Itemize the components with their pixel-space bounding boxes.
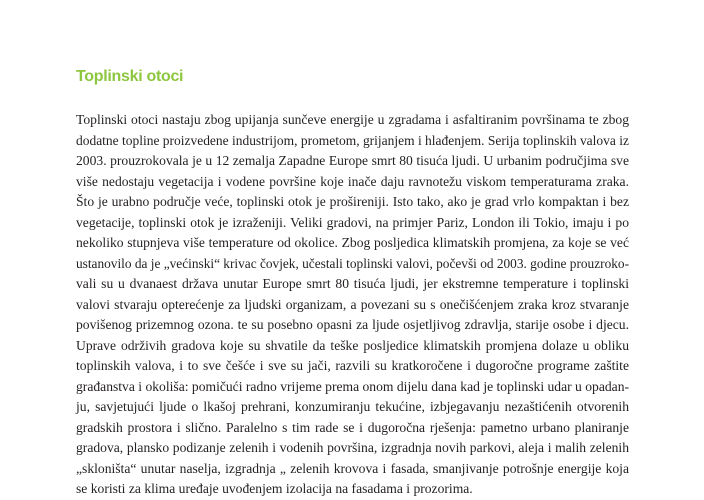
body-paragraph: [76, 110, 629, 500]
text-line: „skloništa“ unutar naselja, izgradnja „ zelenih krovova i fasada, smanjivanje potrošnje energije koja: [76, 460, 629, 476]
text-line: ustanovilo da je „većinski“ krivac čovjek, učestali toplinski valovi, počevši od 2003. godine prouzroko-: [76, 255, 630, 271]
text-line: Upravе održivih gradova koje su shvatile da teške posljedice klimatskih promjena dolaze u obliku: [76, 337, 629, 353]
text-line: dodatne topline proizvedene industrijom, prometom, grijanjem i hlađenjem. Serija toplinskih valova iz: [76, 132, 629, 148]
text-line: 2003. prouzrokovala je u 12 zemalja Zapadne Europe smrt 80 tisuća ljudi. U urbanim područjima sve: [76, 153, 629, 168]
text-line: građanstva i okoliša: pomičući radno vrijeme prema onom dijelu dana kad je toplinski udar u opadan-: [76, 378, 630, 394]
text-line: nekoliko stupnjeva više temperature od okolice. Zbog posljedica klimatskih promjena, za koje se već: [76, 235, 629, 250]
text-line: povišenog prizemnog ozona. te su posebno opasni za ljude osjetljivog zdravlja, starije osobe i djecu.: [76, 317, 629, 332]
text-line: Što je urabno područje veće, toplinski otok je prošireniji. Isto tako, ako je grad vrlo kompaktan i bez: [76, 194, 629, 209]
text-line: Toplinski otoci nastaju zbog upijanja sunčeve energije u zgradama i asfaltiranim površinama te zbog: [76, 112, 629, 127]
text-line: ju, savjetujući ljude o lkašoj prehrani, konzumiranju tekućine, izbjegavanju nezaštićenih otvorenih: [76, 399, 629, 414]
text-line: toplinskih valova, i to sve češće i sve su jači, razvili su kratkoročene i dugoročne programe zaštite: [76, 358, 629, 373]
section-heading: Toplinski otoci: [76, 68, 184, 85]
text-line: gradova, plansko podizanje zelenih i vodenih površina, izgradnja novih parkovi, aleja i malih zelenih: [76, 440, 629, 455]
text-line: vegetacije, toplinski otok je izraženiji. Veliki gradovi, na primjer Pariz, London ili Tokio, imaju i po: [76, 214, 629, 230]
text-line: se koristi za klima uređaje uvođenjem izolacija na fasadama i prozorima.: [76, 481, 473, 496]
text-line: gradskih prostora i slično. Paralelno s tim rade se i dugoročna rješenja: pametno urbano planiranje: [76, 419, 629, 435]
text-line: valovi stvaraju opterećenje za ljudski organizam, a povezani su s onečišćenjem zraka kroz stvaranje: [76, 296, 629, 312]
text-line: vali su u dvanaest država unutar Europe smrt 80 tisuća ljudi, jer ekstremne temperature i toplinski: [76, 276, 629, 291]
text-line: više nedostaju vegetacija i vodene površine koje inače daju ravnotežu viskom temperaturama zraka.: [76, 173, 629, 189]
